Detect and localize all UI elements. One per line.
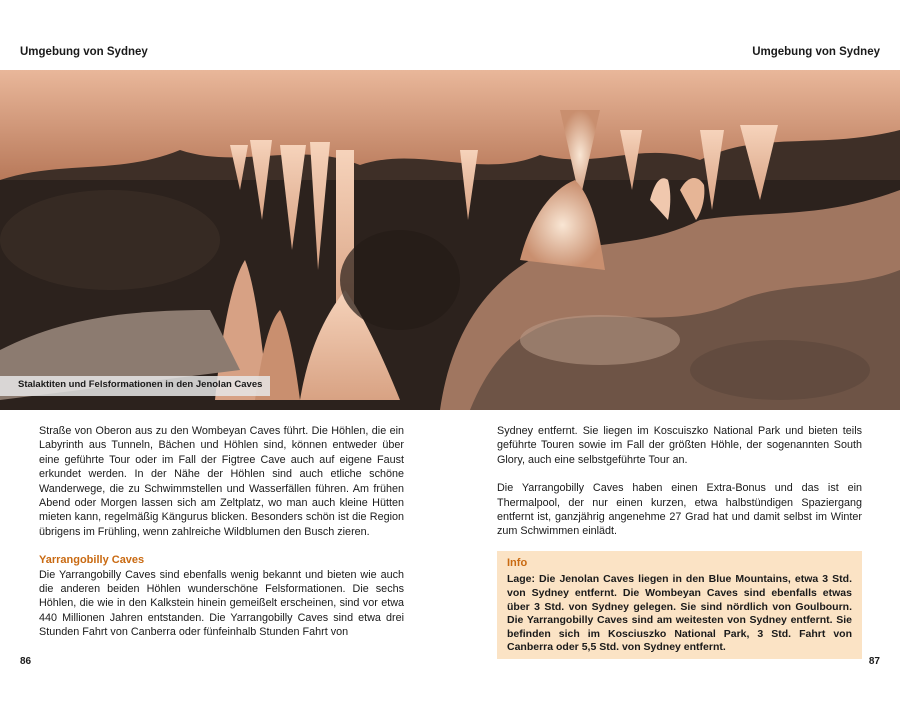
photo-caption: Stalaktiten und Felsformationen in den Jenolan Caves (0, 376, 270, 396)
page-number-left: 86 (20, 656, 32, 667)
cave-photo (0, 70, 900, 410)
body-paragraph: Die Yarrangobilly Caves sind ebenfalls wenig bekannt und bieten wie auch die anderen beiden Höhlen wunderschöne Felsformationen. Die sechs Höhlen, die wie in den Kalkstein hinein gemeißelt erscheinen, sind vor etwa 440 Millionen Jahren entstanden. Die Yarrangobilly Caves sind etwa drei Stunden Fahrt von Canberra oder fünfeinhalb Stunden Fahrt von (39, 568, 404, 639)
running-header-right: Umgebung von Sydney (752, 46, 880, 58)
body-paragraph: Sydney entfernt. Sie liegen im Koscuiszko National Park und bieten teils geführte Touren sowie im Fall der größten Höhle, der sogenannten South Glory, auch eine selbstgeführte Tour an. (497, 425, 862, 466)
section-subheading: Yarrangobilly Caves (39, 554, 145, 567)
running-header-left: Umgebung von Sydney (20, 46, 148, 58)
page-number-right: 87 (868, 656, 880, 667)
info-box-title: Info (507, 556, 528, 569)
info-box-label: Lage: (507, 573, 536, 586)
body-paragraph: Die Yarrangobilly Caves haben einen Extra-Bonus und das ist ein Thermalpool, der nur einen kurzen, etwa halbstündigen Spaziergang entfernt ist, ganzjährig angenehme 27 Grad hat und damit selbst im Winter zum Schwimmen einlädt. (497, 482, 862, 538)
info-box (497, 551, 862, 659)
body-paragraph: Straße von Oberon aus zu den Wombeyan Caves führt. Die Höhlen, die ein Labyrinth aus Tunneln, Bächen und Höhlen sind, können entweder über eine geführte Tour oder im Fall der Figtree Cave auch auf eigene Faust erkundet werden. In der Nähe der Höhlen sind auch etliche schöne Wanderwege, die zu Schwimmstellen und Wasserfällen führen. Am frühen Abend oder Morgen lassen sich am Zeltplatz, wo man auch kleine Hütten mieten kann, regelmäßig Kängurus blicken. Besonders schön ist die Region übrigens im Frühling, wenn zahlreiche Wildblumen den Busch zieren. (39, 425, 404, 538)
info-box-body: Die Jenolan Caves liegen in den Blue Mountains, etwa 3 Std. von Sydney entfernt. Die Wombeyan Caves sind ebenfalls etwas über 3 Std. von Sydney gelegen. Sie sind nördlich von Goulbourn. Die Yarrangobilly Caves sind am weitesten von Sydney entfernt. Sie befinden sich im Kosciuszko National Park, 3 Std. Fahrt von Canberra oder 5,5 Std. von Sydney entfernt. (507, 573, 852, 654)
right-column (497, 424, 862, 659)
left-column (39, 424, 404, 640)
info-box-text (507, 573, 852, 655)
